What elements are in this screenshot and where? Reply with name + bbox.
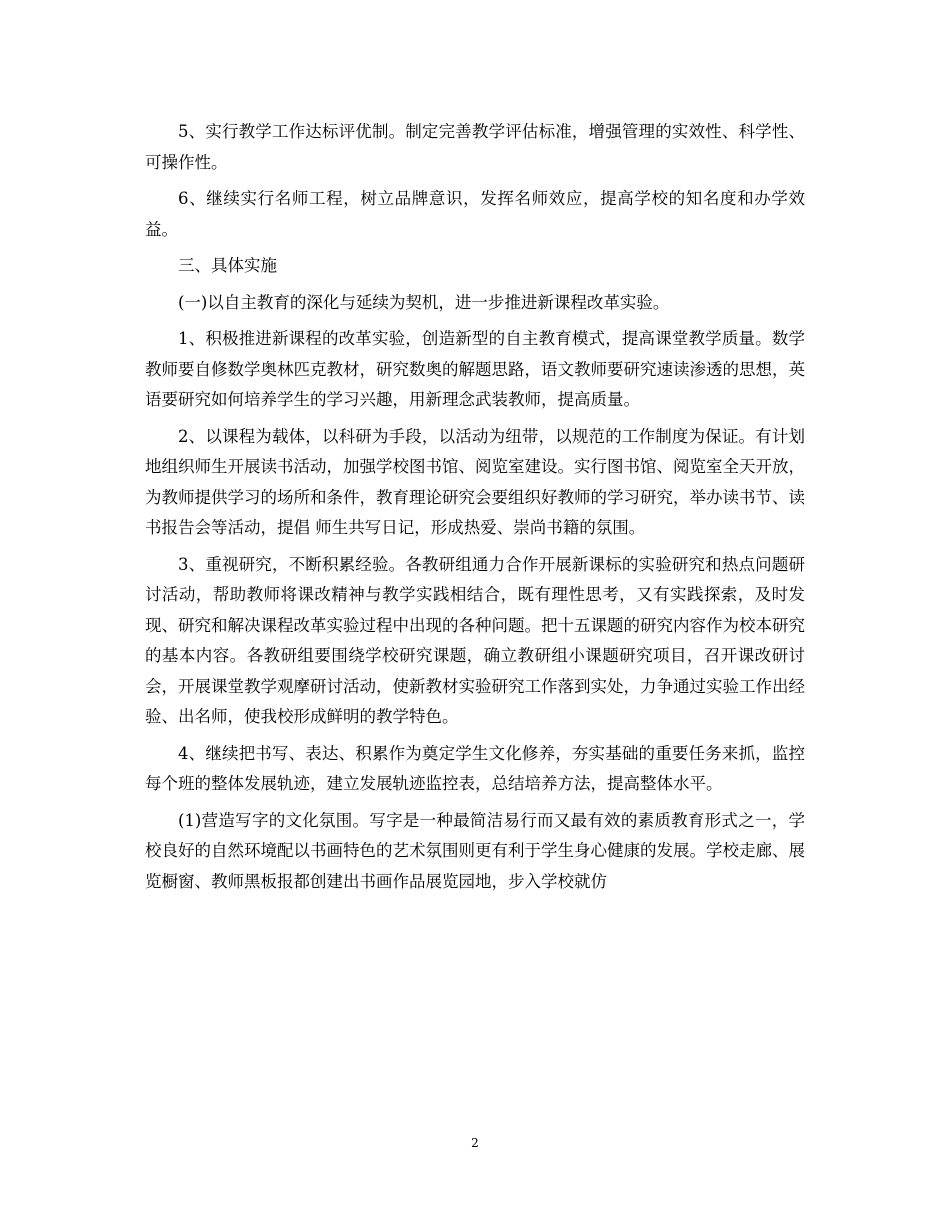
- subsection-heading: (一)以自主教育的深化与延续为契机，进一步推进新课程改革实验。: [178, 292, 670, 312]
- paragraph-subpoint-1: (1)营造写字的文化氛围。写字是一种最简洁易行而又最有效的素质教育形式之一，学校良好的自然环境配以书画特色的艺术氛围则更有利于学生身心健康的发展。学校走廊、展览橱窗、教师黑板报都创建出书画作品展览园地，步入学校就仿: [145, 810, 805, 891]
- document-body: [145, 117, 805, 903]
- paragraph-item-5: 5、实行教学工作达标评优制。制定完善教学评估标准，增强管理的实效性、科学性、可操作性。: [145, 122, 805, 172]
- page-number: 2: [471, 1136, 479, 1150]
- paragraph-point-1: 1、积极推进新课程的改革实验，创造新型的自主教育模式，提高课堂教学质量。数学教师要自修数学奥林匹克教材，研究数奥的解题思路，语文教师要研究速读渗透的思想，英语要研究如何培养学生的学习兴趣，用新理念武装教师，提高质量。: [145, 329, 805, 409]
- paragraph-item-6: 6、继续实行名师工程，树立品牌意识，发挥名师效应，提高学校的知名度和办学效益。: [145, 189, 805, 239]
- paragraph-point-2: 2、以课程为载体，以科研为手段，以活动为纽带，以规范的工作制度为保证。有计划地组织师生开展读书活动，加强学校图书馆、阅览室建设。实行图书馆、阅览室全天开放，为教师提供学习的场所和条件，教育理论研究会要组织好教师的学习研究，举办读书节、读书报告会等活动，提倡 师生共写日记，形成热爱、崇尚书籍的氛围。: [145, 426, 805, 537]
- paragraph-point-3: 3、重视研究，不断积累经验。各教研组通力合作开展新课标的实验研究和热点问题研讨活动，帮助教师将课改精神与教学实践相结合，既有理性思考，又有实践探索，及时发现、研究和解决课程改革实验过程中出现的各种问题。把十五课题的研究内容作为校本研究的基本内容。各教研组要围绕学校研究课题，确立教研组小课题研究项目，召开课改研讨会，开展课堂教学观摩研讨活动，使新教材实验研究工作落到实处，力争通过实验工作出经验、出名师，使我校形成鲜明的教学特色。: [145, 554, 805, 726]
- paragraph-point-4: 4、继续把书写、表达、积累作为奠定学生文化修养，夯实基础的重要任务来抓，监控每个班的整体发展轨迹，建立发展轨迹监控表，总结培养方法，提高整体水平。: [145, 743, 805, 793]
- section-heading: 三、具体实施: [178, 256, 277, 275]
